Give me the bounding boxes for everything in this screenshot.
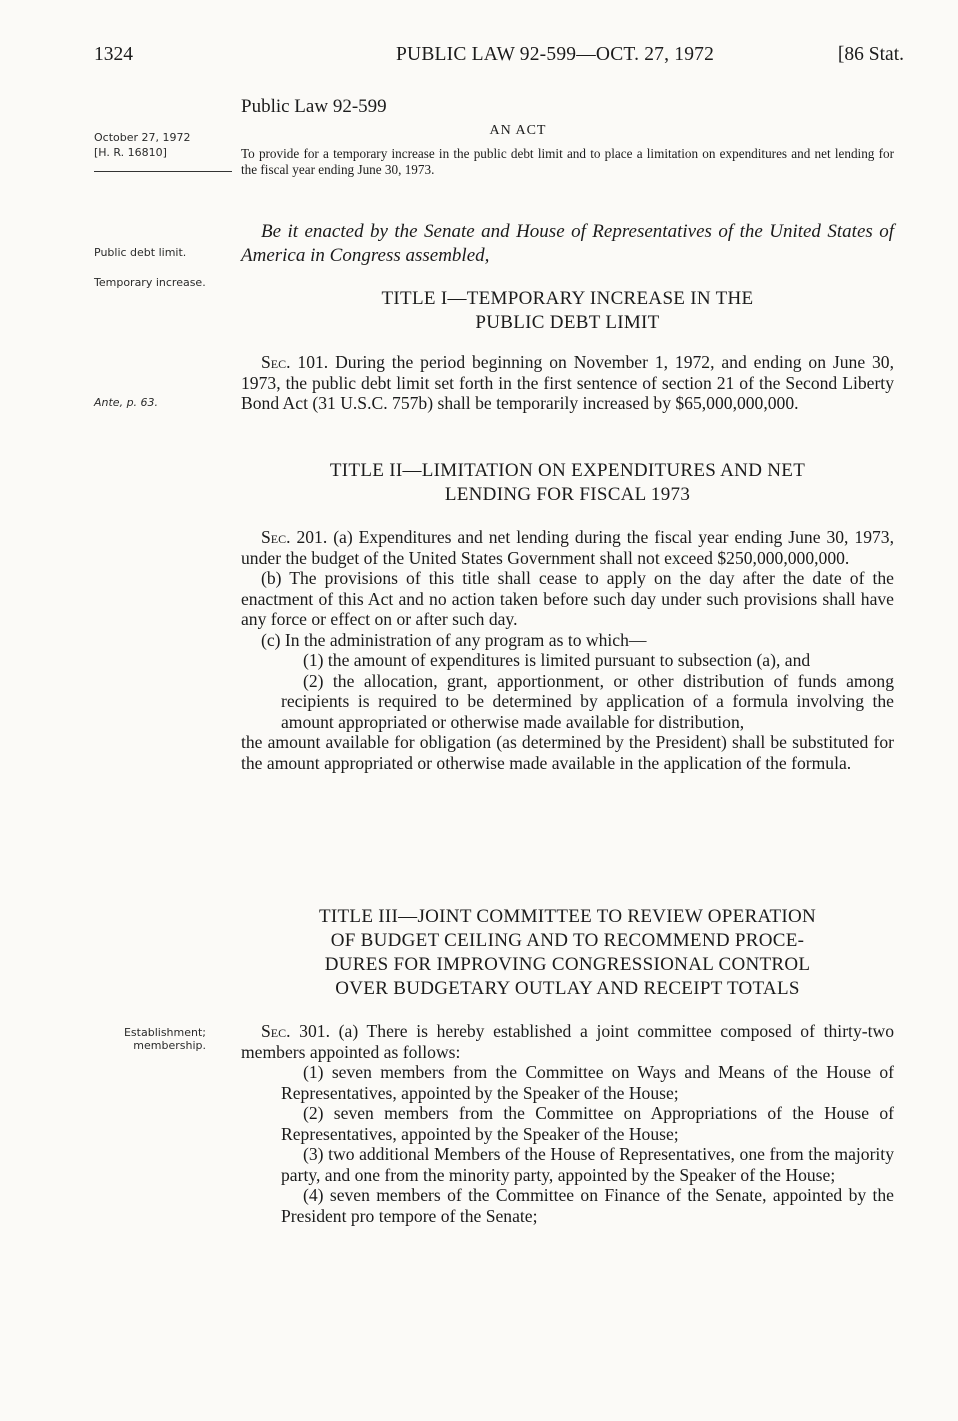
sidenote-date: October 27, 1972 <box>94 131 191 144</box>
section-201-c: (c) In the administration of any program as to which— <box>261 629 647 650</box>
section-301-item-2: (2) seven members from the Committee on Appropriations of the House of Representatives, appointed by the Speaker of the House; <box>281 1103 894 1144</box>
section-301-label: Sec. 301. <box>261 1021 330 1041</box>
sidenote-ante: Ante, p. 63. <box>94 396 159 409</box>
section-201-b: (b) The provisions of this title shall cease to apply on the day after the date of the enactment of this Act and no action taken before such day under such provisions shall have any force or effect on or after such day. <box>241 568 894 629</box>
section-201-tail: the amount available for obligation (as determined by the President) shall be substituted for the amount appropriated or otherwise made available in the application of the formula. <box>241 732 894 773</box>
sidenote-temporary-increase: Temporary increase. <box>94 276 206 289</box>
section-301-item-1: (1) seven members from the Committee on Ways and Means of the House of Representatives, appointed by the Speaker of the House; <box>281 1062 894 1103</box>
section-201 <box>241 527 894 773</box>
section-301-item-4: (4) seven members of the Committee on Finance of the Senate, appointed by the President pro tempore of the Senate; <box>281 1185 894 1226</box>
purpose-clause: To provide for a temporary increase in the public debt limit and to place a limitation on expenditures and net lending for the fiscal year ending June 30, 1973. <box>241 146 894 177</box>
title-3-line-2: OF BUDGET CEILING AND TO RECOMMEND PROCE- <box>330 930 805 951</box>
section-101-text: During the period beginning on November 1, 1972, and ending on June 30, 1973, the public debt limit set forth in the first sentence of section 21 of the Second Liberty Bond Act (31 U.S.C. 757b) shall be temporarily increased by $65,000,000,000. <box>241 352 894 413</box>
sidenote-public-debt-limit: Public debt limit. <box>94 246 187 259</box>
title-2-line-2: LENDING FOR FISCAL 1973 <box>444 484 691 505</box>
section-101 <box>241 352 894 414</box>
running-header <box>94 44 904 80</box>
title-1-line-1: TITLE I—TEMPORARY INCREASE IN THE <box>381 288 754 309</box>
page-number: 1324 <box>94 44 133 65</box>
section-301-a: (a) There is hereby established a joint committee composed of thirty-two members appointed as follows: <box>241 1021 894 1062</box>
section-201-a: (a) Expenditures and net lending during the fiscal year ending June 30, 1973, under the budget of the United States Government shall not exceed $250,000,000,000. <box>241 527 894 568</box>
sidenote-divider <box>94 171 232 172</box>
title-1-heading <box>241 287 894 335</box>
title-3-line-1: TITLE III—JOINT COMMITTEE TO REVIEW OPERATION <box>318 906 817 927</box>
section-201-label: Sec. 201. <box>261 527 328 547</box>
title-3-heading <box>241 905 894 1001</box>
law-heading: Public Law 92-599 <box>241 96 387 117</box>
enacting-clause: Be it enacted by the Senate and House of Representatives of the United States of America in Congress assembled, <box>241 221 894 266</box>
section-201-c-2: (2) the allocation, grant, apportionment, or other distribution of funds among recipients is required to be determined by application of a formula involving the amount appropriated or otherwise made available for distribution, <box>281 670 894 732</box>
title-2-line-1: TITLE II—LIMITATION ON EXPENDITURES AND NET <box>329 460 806 481</box>
sidenote-bill: [H. R. 16810] <box>94 146 167 159</box>
section-201-c-1: (1) the amount of expenditures is limited pursuant to subsection (a), and <box>303 650 811 670</box>
section-101-label: Sec. 101. <box>261 352 329 372</box>
section-301-item-3: (3) two additional Members of the House of Representatives, one from the majority party, and one from the minority party, appointed by the Speaker of the House; <box>281 1144 894 1185</box>
title-2-heading <box>241 459 894 507</box>
section-301 <box>241 1021 894 1226</box>
title-1-line-2: PUBLIC DEBT LIMIT <box>475 312 660 333</box>
running-title: PUBLIC LAW 92-599—OCT. 27, 1972 <box>396 44 715 65</box>
statute-reference: [86 Stat. <box>837 44 904 65</box>
sidenote-establishment: Establishment; membership. <box>123 1026 206 1052</box>
title-3-line-4: OVER BUDGETARY OUTLAY AND RECEIPT TOTALS <box>335 978 800 999</box>
title-3-line-3: DURES FOR IMPROVING CONGRESSIONAL CONTROL <box>324 954 811 975</box>
an-act-label: AN ACT <box>489 123 547 138</box>
